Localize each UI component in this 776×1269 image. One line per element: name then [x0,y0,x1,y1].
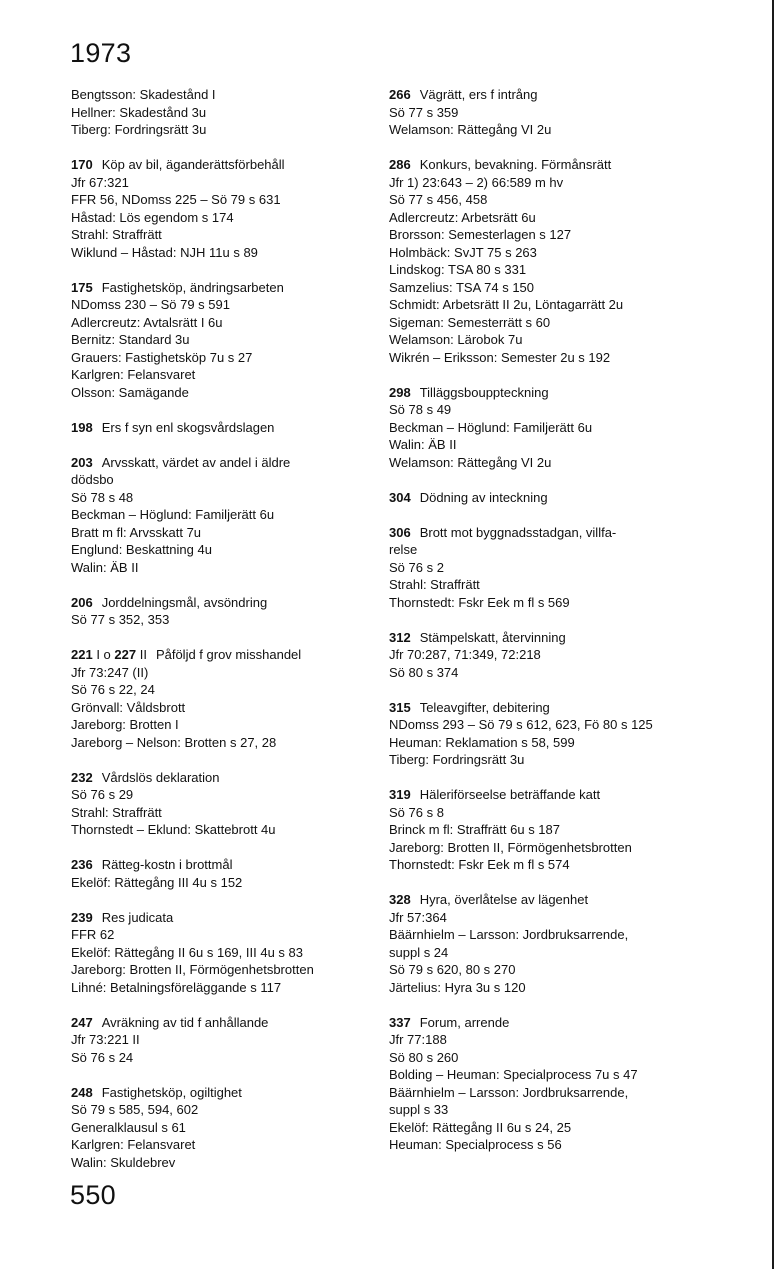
reference-line: Jareborg – Nelson: Brotten s 27, 28 [71,734,277,750]
case-entry [71,279,371,402]
case-number: 304 [389,489,411,505]
reference-line: Strahl: Straffrätt [71,227,162,242]
case-heading [71,279,371,297]
case-title: Avräkning av tid f anhållande [101,1014,269,1030]
reference-line: Welamson: Rättegång VI 2u [389,122,552,137]
reference-line: Brinck m fl: Straffrätt 6u s 187 [389,822,560,837]
case-heading [389,524,729,542]
case-number: 170 [71,157,93,172]
reference-line: Generalklausul s 61 [71,1119,186,1135]
case-entry [71,454,371,577]
case-number: 236 [71,857,93,872]
case-entry [389,629,729,682]
case-number: 328 [389,892,411,907]
left-column [71,86,371,1189]
reference-line: Jfr 70:287, 71:349, 72:218 [389,647,541,662]
reference-line: Wikrén – Eriksson: Semester 2u s 192 [389,349,611,365]
reference-line: Sigeman: Semesterrätt s 60 [389,314,551,330]
case-number: 198 [71,419,93,435]
case-heading [71,1084,371,1102]
reference-line: Wiklund – Håstad: NJH 11u s 89 [71,244,258,260]
case-entry [389,1014,729,1154]
reference-line: Karlgren: Felansvaret [71,367,196,382]
reference-line: Sö 76 s 8 [389,804,444,820]
case-heading [71,769,371,787]
reference-line: Bäärnhielm – Larsson: Jordbruksarrende, [389,1084,629,1100]
case-number: 221 [71,647,93,662]
reference-line: Bäärnhielm – Larsson: Jordbruksarrende, [389,927,629,942]
case-title: Brott mot byggnadsstadgan, villfa- [419,524,617,540]
case-number: 248 [71,1084,93,1100]
reference-line: Jareborg: Brotten II, Förmögenhetsbrotten [389,839,632,855]
reference-line: Samzelius: TSA 74 s 150 [389,279,535,295]
reference-line: Sö 80 s 374 [389,664,459,680]
reference-line: Olsson: Samägande [71,384,189,400]
case-title: Fastighetsköp, ändringsarbeten [101,279,284,295]
reference-line: NDomss 230 – Sö 79 s 591 [71,297,230,312]
case-number: 319 [389,787,411,802]
case-title: Jorddelningsmål, avsöndring [101,594,268,610]
case-entry [71,646,371,751]
case-number: 247 [71,1014,93,1030]
reference-line: Sö 77 s 456, 458 [389,192,488,207]
reference-line: Jareborg: Brotten II, Förmögenhetsbrotten [71,962,314,977]
case-title: Arvsskatt, värdet av andel i äldre [101,454,291,470]
reference-line: FFR 56, NDomss 225 – Sö 79 s 631 [71,192,281,207]
case-entry [71,86,371,139]
reference-line: Strahl: Straffrätt [71,804,162,820]
page-number: 550 [70,1180,116,1210]
reference-line: Jfr 73:247 (II) [71,664,149,680]
reference-line: Jfr 1) 23:643 – 2) 66:589 m hv [389,174,564,190]
case-title: Vägrätt, ers f intrång [419,87,538,102]
case-title: Stämpelskatt, återvinning [419,629,566,645]
case-entry [389,384,729,472]
reference-line: Sö 77 s 352, 353 [71,612,170,627]
reference-line: Welamson: Lärobok 7u [389,332,523,347]
reference-line: Sö 78 s 49 [389,402,452,417]
reference-line: Holmbäck: SvJT 75 s 263 [389,244,537,260]
case-number: 298 [389,384,411,400]
reference-line: Grauers: Fastighetsköp 7u s 27 [71,349,253,365]
reference-line: Grönvall: Våldsbrott [71,699,186,715]
case-heading [71,646,371,664]
reference-line: Welamson: Rättegång VI 2u [389,454,552,470]
case-entry [71,419,371,437]
case-title: Tilläggsbouppteckning [419,384,549,400]
case-number: 239 [71,909,93,925]
case-title: Ers f syn enl skogsvårdslagen [101,419,275,435]
case-heading [71,156,371,174]
case-heading [71,594,371,612]
case-heading [71,454,371,472]
page-border [772,0,774,1269]
case-title: Häleriförseelse beträffande katt [419,787,601,802]
case-number-joiner: I o [92,647,115,662]
reference-line: Bolding – Heuman: Specialprocess 7u s 47 [389,1067,638,1082]
case-title: Rätteg-kostn i brottmål [101,857,233,872]
reference-line: suppl s 33 [389,1102,449,1117]
reference-line: Sö 76 s 24 [71,1049,134,1065]
reference-line: Tiberg: Fordringsrätt 3u [71,122,207,137]
case-heading [389,699,729,717]
case-heading [389,629,729,647]
reference-line: Bengtsson: Skadestånd I [71,87,216,102]
reference-line: Walin: ÄB II [71,559,139,575]
case-number: 266 [389,87,411,102]
reference-line: Thornstedt: Fskr Eek m fl s 574 [389,857,570,872]
reference-line: Jfr 73:221 II [71,1032,140,1047]
case-title: Hyra, överlåtelse av lägenhet [419,892,589,907]
case-entry [71,156,371,261]
case-heading [389,86,729,104]
reference-line: FFR 62 [71,927,115,942]
case-heading [389,1014,729,1032]
reference-line: Sö 79 s 585, 594, 602 [71,1102,199,1117]
reference-line: Järtelius: Hyra 3u s 120 [389,979,526,995]
case-entry [389,156,729,366]
reference-line: Sö 78 s 48 [71,489,134,505]
case-number: 206 [71,594,93,610]
case-heading [389,489,729,507]
reference-line: Heuman: Specialprocess s 56 [389,1137,562,1152]
case-number: 306 [389,524,411,540]
reference-line: Sö 76 s 2 [389,559,444,575]
reference-line: Brorsson: Semesterlagen s 127 [389,227,572,242]
case-heading [389,786,729,804]
case-entry [389,891,729,996]
reference-line: Hellner: Skadestånd 3u [71,104,207,120]
reference-line: Ekelöf: Rättegång III 4u s 152 [71,874,243,890]
case-number: 337 [389,1014,411,1030]
case-entry [389,524,729,612]
case-entry [389,699,729,769]
case-heading [389,384,729,402]
case-number-second: 227 [114,647,137,662]
reference-line: Heuman: Reklamation s 58, 599 [389,734,575,750]
reference-line: Schmidt: Arbetsrätt II 2u, Löntagarrätt 2u [389,297,624,312]
case-entry [71,909,371,997]
case-number: 286 [389,157,411,172]
reference-line: suppl s 24 [389,944,449,960]
case-heading [389,156,729,174]
reference-line: Sö 76 s 22, 24 [71,682,155,697]
case-number: 203 [71,454,93,470]
case-number-suffix: II [136,647,147,662]
case-heading [71,856,371,874]
case-title: Köp av bil, äganderättsförbehåll [101,157,285,172]
reference-line: Karlgren: Felansvaret [71,1137,196,1152]
case-entry [389,786,729,874]
case-title: Dödning av inteckning [419,489,548,505]
case-title: Påföljd f grov misshandel [155,647,302,662]
reference-line: Tiberg: Fordringsrätt 3u [389,752,525,767]
case-heading [71,1014,371,1032]
reference-line: relse [389,542,418,557]
case-heading [389,891,729,909]
reference-line: Sö 77 s 359 [389,104,459,120]
case-entry [71,1014,371,1067]
reference-line: Ekelöf: Rättegång II 6u s 24, 25 [389,1119,572,1135]
reference-line: dödsbo [71,472,114,487]
case-number: 232 [71,769,93,785]
reference-line: Walin: Skuldebrev [71,1154,176,1170]
reference-line: Bratt m fl: Arvsskatt 7u [71,524,202,540]
case-entry [71,769,371,839]
reference-line: Lihné: Betalningsföreläggande s 117 [71,979,282,995]
reference-line: Jfr 57:364 [389,909,447,925]
reference-line: Sö 79 s 620, 80 s 270 [389,962,516,977]
reference-line: Englund: Beskattning 4u [71,542,212,557]
case-entry [389,489,729,507]
case-title: Res judicata [101,909,174,925]
reference-line: Jfr 77:188 [389,1032,447,1047]
reference-line: Adlercreutz: Arbetsrätt 6u [389,209,536,225]
reference-line: Sö 80 s 260 [389,1049,459,1065]
reference-line: Beckman – Höglund: Familjerätt 6u [389,419,593,435]
case-number: 312 [389,629,411,645]
case-entry [389,86,729,139]
page-year: 1973 [70,38,132,68]
case-number: 315 [389,699,411,715]
right-column [389,86,729,1171]
reference-line: Ekelöf: Rättegång II 6u s 169, III 4u s 83 [71,944,303,960]
case-entry [71,594,371,629]
case-number: 175 [71,279,93,295]
case-entry [71,856,371,891]
case-title: Konkurs, bevakning. Förmånsrätt [419,157,612,172]
reference-line: Bernitz: Standard 3u [71,332,190,347]
case-heading [71,909,371,927]
case-title: Teleavgifter, debitering [419,699,550,715]
case-heading [71,419,371,437]
reference-line: Sö 76 s 29 [71,787,134,802]
case-title: Forum, arrende [419,1014,510,1030]
reference-line: Jareborg: Brotten I [71,717,179,732]
reference-line: Thornstedt: Fskr Eek m fl s 569 [389,594,570,610]
reference-line: Beckman – Höglund: Familjerätt 6u [71,507,275,522]
reference-line: Strahl: Straffrätt [389,577,480,592]
reference-line: Walin: ÄB II [389,437,457,452]
case-entry [71,1084,371,1172]
reference-line: NDomss 293 – Sö 79 s 612, 623, Fö 80 s 125 [389,717,653,732]
reference-line: Jfr 67:321 [71,174,129,190]
reference-line: Lindskog: TSA 80 s 331 [389,262,527,277]
reference-line: Thornstedt – Eklund: Skattebrott 4u [71,822,276,837]
reference-line: Adlercreutz: Avtalsrätt I 6u [71,314,223,330]
case-title: Fastighetsköp, ogiltighet [101,1084,242,1100]
case-title: Vårdslös deklaration [101,769,220,785]
reference-line: Håstad: Lös egendom s 174 [71,209,234,225]
